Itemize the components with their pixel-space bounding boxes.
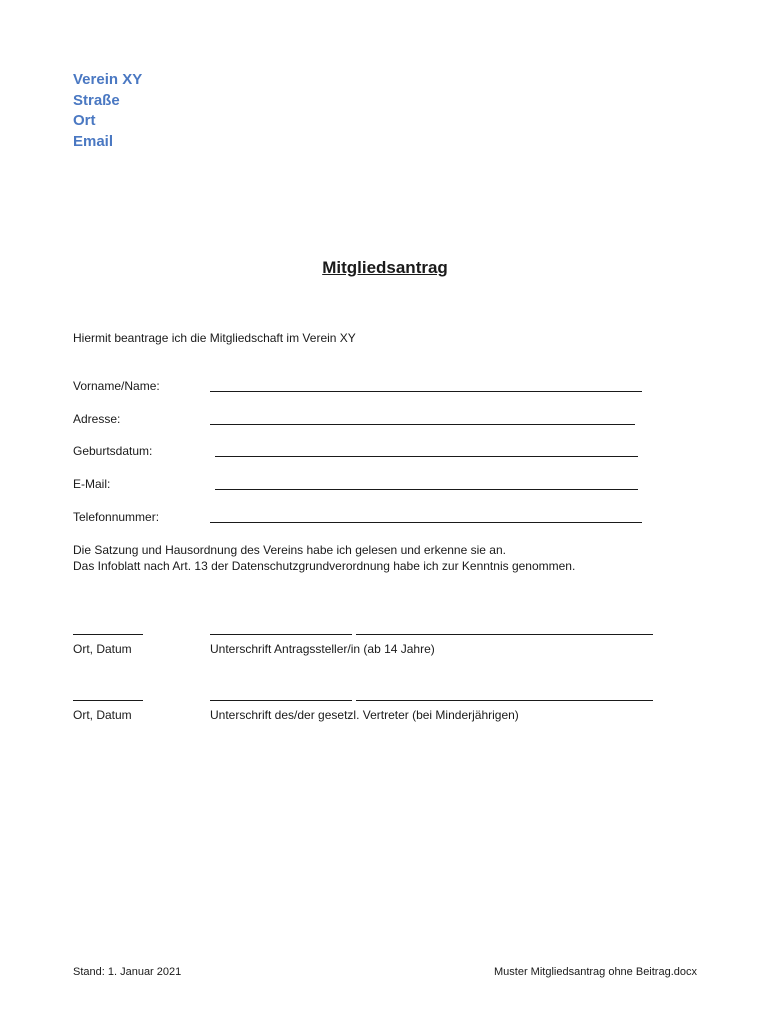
document-title: Mitgliedsantrag <box>322 258 448 277</box>
sender-city: Ort <box>73 112 96 130</box>
field-label-name: Vorname/Name: <box>73 379 160 393</box>
signature-line-a[interactable] <box>210 700 352 701</box>
place-date-line[interactable] <box>73 700 143 701</box>
sender-email: Email <box>73 133 114 151</box>
intro-text: Hiermit beantrage ich die Mitgliedschaft im Verein XY <box>73 331 356 345</box>
statement-line-1: Die Satzung und Hausordnung des Vereins habe ich gelesen und erkenne sie an. <box>73 543 506 557</box>
footer-filename: Muster Mitgliedsantrag ohne Beitrag.docx <box>494 966 697 978</box>
footer-date: Stand: 1. Januar 2021 <box>73 966 182 978</box>
field-line-birthdate[interactable] <box>215 456 638 457</box>
signature-line-a[interactable] <box>210 634 352 635</box>
field-line-address[interactable] <box>210 424 635 425</box>
place-date-label: Ort, Datum <box>73 708 132 722</box>
signature-block-guardian <box>73 694 673 724</box>
field-line-phone[interactable] <box>210 522 642 523</box>
field-line-name[interactable] <box>210 391 642 392</box>
place-date-line[interactable] <box>73 634 143 635</box>
place-date-label: Ort, Datum <box>73 642 132 656</box>
signature-label-applicant: Unterschrift Antragssteller/in (ab 14 Jahre) <box>210 642 435 656</box>
statement-block <box>73 542 575 574</box>
field-line-email[interactable] <box>215 489 638 490</box>
field-label-email: E-Mail: <box>73 477 111 491</box>
signature-label-guardian: Unterschrift des/der gesetzl. Vertreter (bei Minderjährigen) <box>210 708 519 722</box>
field-label-address: Adresse: <box>73 412 121 426</box>
sender-street: Straße <box>73 91 120 109</box>
signature-block-applicant <box>73 628 673 658</box>
signature-line-b[interactable] <box>356 634 653 635</box>
signature-line-b[interactable] <box>356 700 653 701</box>
sender-block <box>73 70 142 153</box>
field-label-phone: Telefonnummer: <box>73 510 160 524</box>
field-label-birthdate: Geburtsdatum: <box>73 444 153 458</box>
statement-line-2: Das Infoblatt nach Art. 13 der Datenschutzgrundverordnung habe ich zur Kenntnis genommen. <box>73 559 576 573</box>
sender-name: Verein XY <box>73 71 143 88</box>
